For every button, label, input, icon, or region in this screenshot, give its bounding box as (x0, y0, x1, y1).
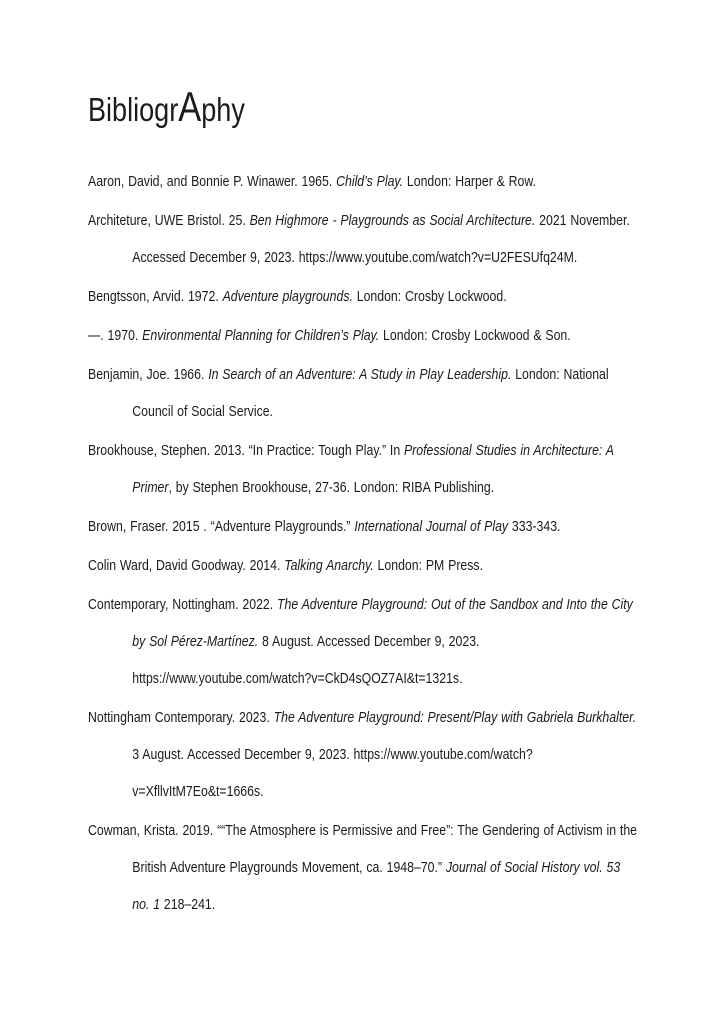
entry-text: Cowman, Krista. 2019. ““The Atmosphere is Permissive and Free”: The Gendering of Activism in the British Adventure Playgrounds Movement, ca. 1948–70.” (88, 822, 638, 876)
entry-text: Bengtsson, Arvid. 1972. (88, 288, 223, 305)
entry-text: 2021 November. Accessed December 9, 2023. https://www.youtube.com/watch?v=U2FESUfq24M. (132, 212, 630, 266)
entry-text: Brookhouse, Stephen. 2013. “In Practice: Tough Play.” In (88, 442, 404, 459)
entry-text: London: PM Press. (373, 557, 483, 574)
bibliography-entry (88, 699, 637, 810)
entry-text: Colin Ward, David Goodway. 2014. (88, 557, 285, 574)
bibliography-entry (88, 356, 637, 430)
entry-text: —. 1970. (88, 327, 143, 344)
entry-text: 8 August. Accessed December 9, 2023. https://www.youtube.com/watch?v=CkD4sQOZ7AI&t=1321s. (132, 633, 480, 687)
page-title (88, 84, 637, 133)
bibliography-entry (88, 163, 637, 200)
cited-work-title: Child’s Play. (336, 173, 404, 190)
cited-work-title: The Adventure Playground: Present/Play with Gabriela Burkhalter. (273, 709, 637, 726)
entry-text: London: Harper & Row. (403, 173, 536, 190)
entry-text: , by Stephen Brookhouse, 27-36. London: RIBA Publishing. (168, 479, 495, 496)
cited-work-title: In Search of an Adventure: A Study in Play Leadership. (208, 366, 512, 383)
cited-work-title: Journal of Social History vol. 53 no. 1 (132, 859, 621, 913)
bibliography-entry (88, 317, 637, 354)
bibliography-entry (88, 508, 637, 545)
bibliography-entry (88, 432, 637, 506)
entry-text: Aaron, David, and Bonnie P. Winawer. 1965. (88, 173, 337, 190)
entry-text: 3 August. Accessed December 9, 2023. https://www.youtube.com/watch?v=XfllvItM7Eo&t=1666s. (132, 746, 533, 800)
bibliography-entry (88, 202, 637, 276)
entry-text: Architeture, UWE Bristol. 25. (88, 212, 250, 229)
bibliography-list (88, 163, 637, 923)
entry-text: 333-343. (508, 518, 561, 535)
bibliography-entry (88, 812, 637, 923)
entry-text: Nottingham Contemporary. 2023. (88, 709, 274, 726)
page-title-prefix: Bibliogr (88, 91, 179, 128)
cited-work-title: Environmental Planning for Children’s Play. (142, 327, 380, 344)
entry-text: London: Crosby Lockwood & Son. (379, 327, 571, 344)
bibliography-entry (88, 586, 637, 697)
entry-text: 218–241. (160, 896, 216, 913)
bibliography-entry (88, 278, 637, 315)
bibliography-entry (88, 547, 637, 584)
cited-work-title: International Journal of Play (354, 518, 509, 535)
page-title-suffix: phy (201, 91, 245, 128)
entry-text: London: National Council of Social Service. (132, 366, 609, 420)
page-content (88, 84, 637, 925)
entry-text: Contemporary, Nottingham. 2022. (88, 596, 278, 613)
page-title-accent-letter: A (178, 83, 202, 130)
entry-text: London: Crosby Lockwood. (352, 288, 507, 305)
cited-work-title: Talking Anarchy. (284, 557, 374, 574)
cited-work-title: Adventure playgrounds. (222, 288, 353, 305)
entry-text: Brown, Fraser. 2015 . “Adventure Playgrounds.” (88, 518, 355, 535)
cited-work-title: Professional Studies in Architecture: A Primer (132, 442, 614, 496)
entry-text: Benjamin, Joe. 1966. (88, 366, 209, 383)
cited-work-title: Ben Highmore - Playgrounds as Social Architecture. (249, 212, 536, 229)
cited-work-title: The Adventure Playground: Out of the Sandbox and Into the City by Sol Pérez-Martínez. (132, 596, 633, 650)
